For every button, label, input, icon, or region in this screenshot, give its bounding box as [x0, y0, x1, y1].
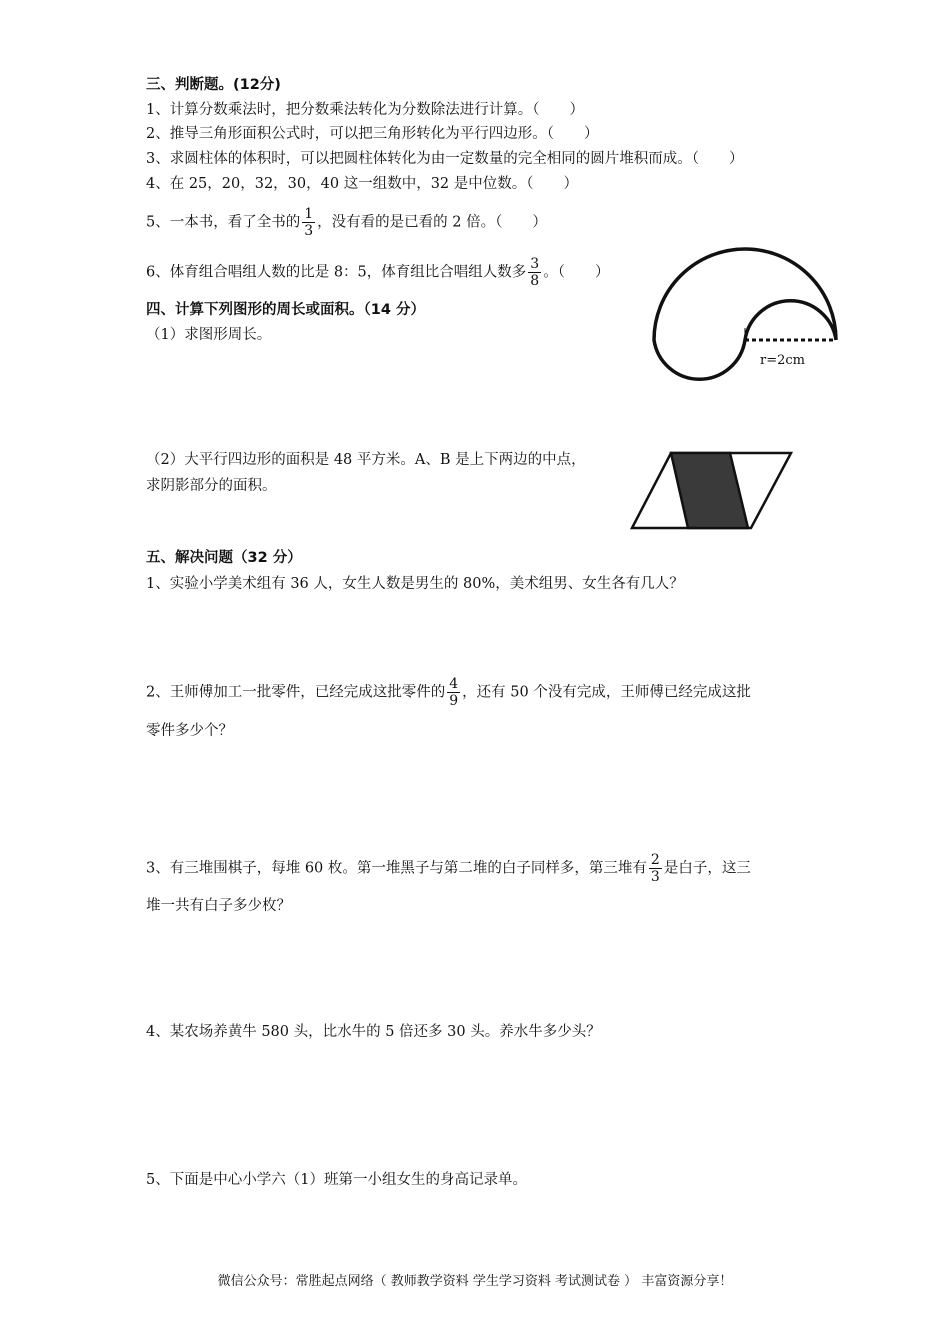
footer-note: 微信公众号：常胜起点网络（ 教师教学资料 学生学习资料 考试测试卷 ） 丰富资源分享！ [217, 1274, 733, 1289]
word-problem-5: 5、下面是中心小学六（1）班第一小组女生的身高记录单。 [146, 1172, 527, 1188]
fraction-4-9: $\frac{4}{9}$ [449, 676, 459, 709]
figure-outline [654, 249, 836, 379]
judge-question-5: 5、一本书，看了全书的 $\frac{1}{3}$ ，没有看的是已看的 2 倍。（ ） [146, 206, 547, 239]
word-problem-4: 4、某农场养黄牛 580 头，比水牛的 5 倍还多 30 头。养水牛多少头？ [146, 1024, 601, 1040]
section-5-title: 五、解决问题（32 分） [146, 550, 302, 566]
judge-question-1: 1、计算分数乘法时，把分数乘法转化为分数除法进行计算。（ ） [146, 102, 584, 118]
calc-problem-1: （1）求图形周长。 [146, 327, 272, 343]
judge-question-4: 4、在 25，20，32，30，40 这一组数中，32 是中位数。（ ） [146, 176, 579, 192]
radius-label: r=2cm [760, 353, 805, 368]
section-3-title: 三、判断题。(12分) [146, 77, 281, 93]
fraction-1-3: $\frac{1}{3}$ [304, 206, 314, 239]
fraction-3-8: $\frac{3}{8}$ [530, 256, 540, 289]
judge-question-2: 2、推导三角形面积公式时，可以把三角形转化为平行四边形。（ ） [146, 126, 599, 142]
semicircle-perimeter-figure [640, 240, 850, 390]
word-problem-2-line2: 零件多少个？ [146, 723, 233, 739]
calc-problem-2-line1: （2）大平行四边形的面积是 48 平方米。A、B 是上下两边的中点， [146, 452, 586, 468]
word-problem-2: 2、王师傅加工一批零件，已经完成这批零件的 $\frac{4}{9}$ ，还有 50 个没有完成，王师傅已经完成这批 [146, 676, 751, 709]
judge-question-3: 3、求圆柱体的体积时，可以把圆柱体转化为由一定数量的完全相同的圆片堆积而成。（ ） [146, 151, 744, 167]
section-4-title: 四、计算下列图形的周长或面积。（14 分） [146, 302, 425, 318]
word-problem-3-line2: 堆一共有白子多少枚？ [146, 898, 291, 914]
parallelogram-figure [628, 448, 796, 534]
calc-problem-2-line2: 求阴影部分的面积。 [146, 478, 277, 494]
word-problem-1: 1、实验小学美术组有 36 人，女生人数是男生的 80%，美术组男、女生各有几人？ [146, 576, 684, 592]
word-problem-3: 3、有三堆围棋子，每堆 60 枚。第一堆黑子与第二堆的白子同样多，第三堆有 $\frac{2}{3}$ 是白子，这三 [146, 852, 751, 885]
fraction-2-3: $\frac{2}{3}$ [650, 852, 660, 885]
judge-question-6: 6、体育组合唱组人数的比是 8：5，体育组比合唱组人数多 $\frac{3}{8}$ 。（ ） [146, 256, 610, 289]
